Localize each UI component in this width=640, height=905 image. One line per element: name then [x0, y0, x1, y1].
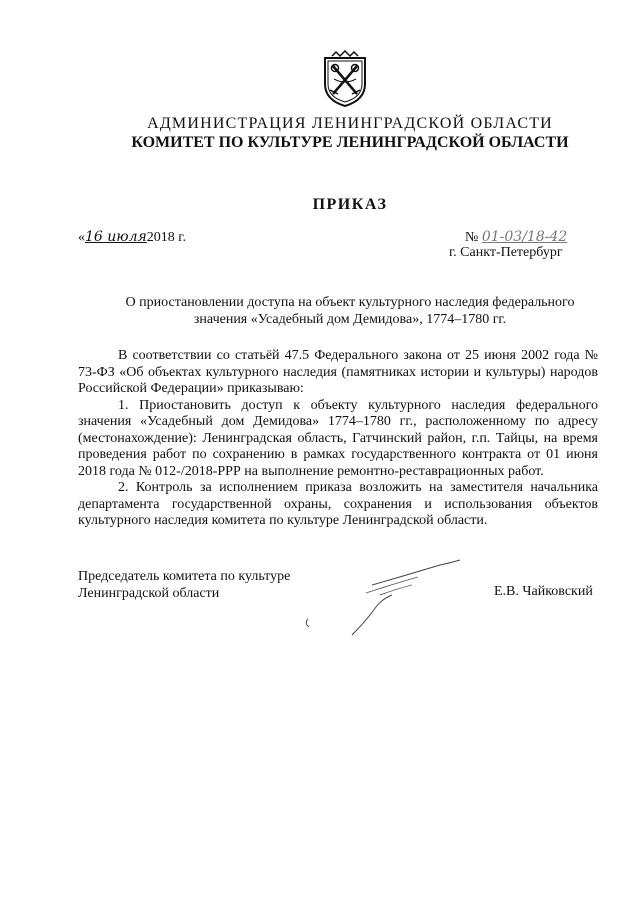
handwritten-signature — [300, 555, 470, 645]
position-line-1: Председатель комитета по культуре — [78, 569, 291, 584]
subject-line-1: О приостановлении доступа на объект культурного наследия федерального — [125, 295, 575, 310]
subject-line-2: значения «Усадебный дом Демидова», 1774–1780 гг. — [193, 312, 507, 327]
body-item-2: 2. Контроль за исполнением приказа возложить на заместителя начальника департамента государственной охраны, сохранения и использования объектов культурного наследия комитета по культуре Ленинградской области. — [78, 480, 598, 528]
coat-of-arms-icon — [322, 50, 368, 108]
signatory-position — [78, 568, 290, 602]
body-item-1: 1. Приостановить доступ к объекту культурного наследия федерального значения «Усадебный дом Демидова» 1774–1780 гг., расположенному по адресу (местонахождение): Ленинградская область, Гатчинский район, г.п. Тайцы, на время проведения работ по сохранению в рамках государственного контракта от 01 июня 2018 года № 012-/2018-РРР на выполнение ремонтно-реставрационных работ. — [78, 397, 598, 479]
date-year: 2018 г. — [146, 230, 186, 245]
number-prefix: № — [465, 230, 479, 245]
signatory-name: Е.В. Чайковский — [494, 584, 593, 599]
date-open-quote: « — [78, 230, 85, 245]
number-handwritten: 01-03/18-42 — [481, 229, 568, 245]
document-body — [78, 348, 598, 530]
organization-name: АДМИНИСТРАЦИЯ ЛЕНИНГРАДСКОЙ ОБЛАСТИ — [147, 115, 553, 132]
document-date — [78, 229, 186, 246]
document-city: г. Санкт-Петербург — [449, 245, 563, 260]
date-handwritten: 16 июля — [85, 229, 147, 245]
document-title: ПРИКАЗ — [312, 196, 388, 213]
document-number — [465, 229, 567, 246]
committee-name: КОМИТЕТ ПО КУЛЬТУРЕ ЛЕНИНГРАДСКОЙ ОБЛАСТИ — [131, 134, 569, 151]
body-intro: В соответствии со статьёй 47.5 Федерального закона от 25 июня 2002 года № 73-ФЗ «Об объектах культурного наследия (памятниках истории и культуры) народов Российской Федерации» приказываю: — [78, 348, 598, 396]
position-line-2: Ленинградской области — [78, 586, 220, 601]
document-subject — [78, 294, 622, 328]
